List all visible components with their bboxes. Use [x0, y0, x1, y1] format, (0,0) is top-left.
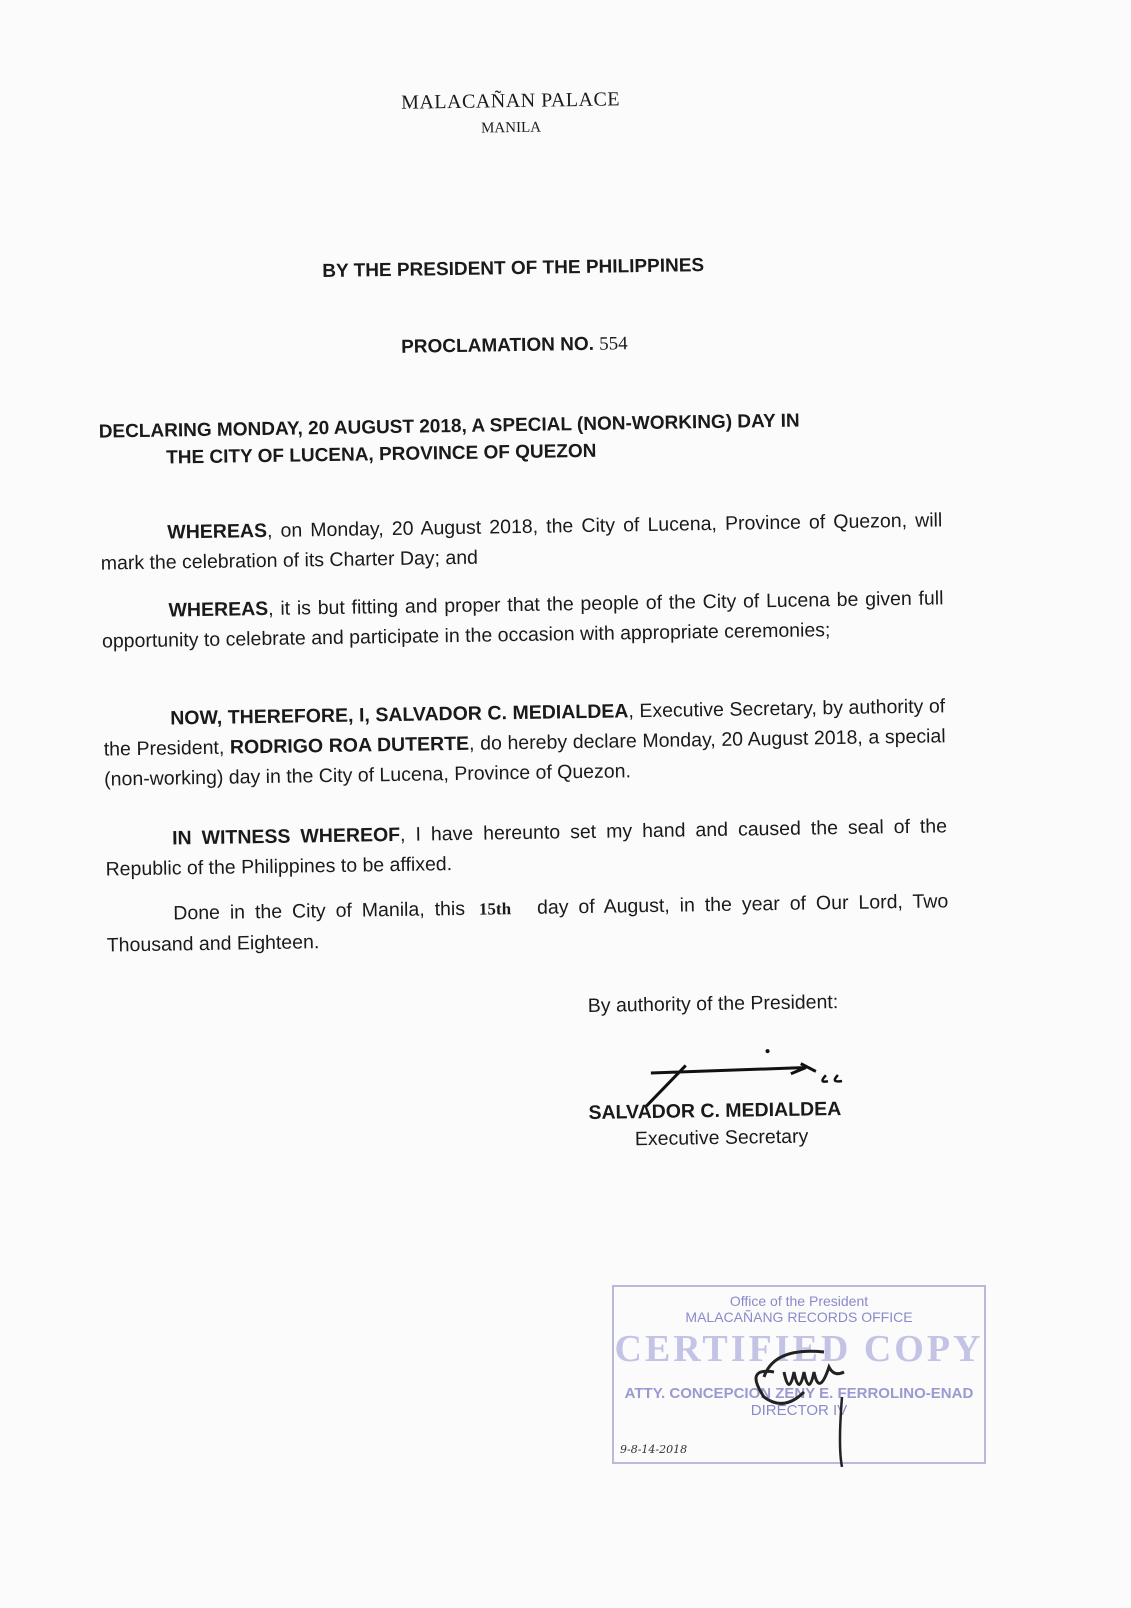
- proclamation-heading: [0, 327, 1035, 365]
- whereas-paragraph-2: [101, 583, 944, 656]
- proclamation-number: 554: [599, 333, 628, 355]
- stamp-officer: ATTY. CONCEPCION ZENY E. FERROLINO-ENAD: [624, 1385, 974, 1402]
- title-line-2: THE CITY OF LUCENA, PROVINCE OF QUEZON: [165, 440, 597, 469]
- proclamation-label: PROCLAMATION NO.: [400, 333, 595, 358]
- lead: WHEREAS: [167, 519, 268, 544]
- lead: WHEREAS: [168, 597, 269, 622]
- document-title: [99, 405, 950, 472]
- lead: NOW, THEREFORE, I, SALVADOR C. MEDIALDEA: [170, 700, 629, 730]
- body: day of August, in the year of Our Lord, Two Thousand and Eighteen.: [106, 890, 949, 957]
- body: , I have hereunto set my hand and caused the seal of the Republic of the Philippines to be affixed.: [105, 815, 948, 881]
- day-filled: 15th: [478, 899, 512, 919]
- body: , it is but fitting and proper that the people of the City of Lucena be given full opportunity to celebrate and participate in the occasion with appropriate ceremonies;: [101, 587, 944, 653]
- body: Done in the City of Manila, this: [173, 897, 466, 925]
- president-name: RODRIGO ROA DUTERTE: [229, 732, 470, 759]
- signatory-position: Executive Secretary: [634, 1125, 809, 1151]
- title-line-1: DECLARING MONDAY, 20 AUGUST 2018, A SPECIAL (NON-WORKING) DAY IN: [98, 410, 800, 443]
- handwritten-date: 9-8-14-2018: [620, 1443, 688, 1456]
- letterhead-city: MANILA: [480, 119, 542, 137]
- signatory-name: SALVADOR C. MEDIALDEA: [588, 1098, 842, 1124]
- witness-paragraph: [105, 811, 948, 884]
- issuer-heading: BY THE PRESIDENT OF THE PHILIPPINES: [322, 255, 705, 283]
- body: , do hereby declare Monday, 20 August 2018, a special (non-working) day in the City of Lucena, Province of Quezon.: [104, 725, 946, 791]
- stamp-records-office: MALACAÑANG RECORDS OFFICE: [685, 1309, 913, 1325]
- stamp-office: Office of the President: [729, 1293, 869, 1309]
- stamp-signature: [734, 1337, 964, 1467]
- whereas-paragraph-1: [100, 505, 943, 578]
- authority-line: By authority of the President:: [587, 991, 839, 1017]
- lead: IN WITNESS WHEREOF: [171, 823, 401, 850]
- body: , on Monday, 20 August 2018, the City of Lucena, Province of Quezon, will mark the celebration of its Charter Day; and: [100, 509, 943, 575]
- certified-copy-stamp: [612, 1285, 986, 1464]
- letterhead-title: MALACAÑAN PALACE: [400, 88, 621, 114]
- declaration-paragraph: [103, 691, 946, 794]
- done-paragraph: [106, 886, 949, 960]
- stamp-certified: CERTIFIED COPY: [614, 1328, 984, 1370]
- body: , Executive Secretary, by authority of the President,: [103, 695, 946, 761]
- stamp-officer-title: DIRECTOR IV: [750, 1402, 848, 1419]
